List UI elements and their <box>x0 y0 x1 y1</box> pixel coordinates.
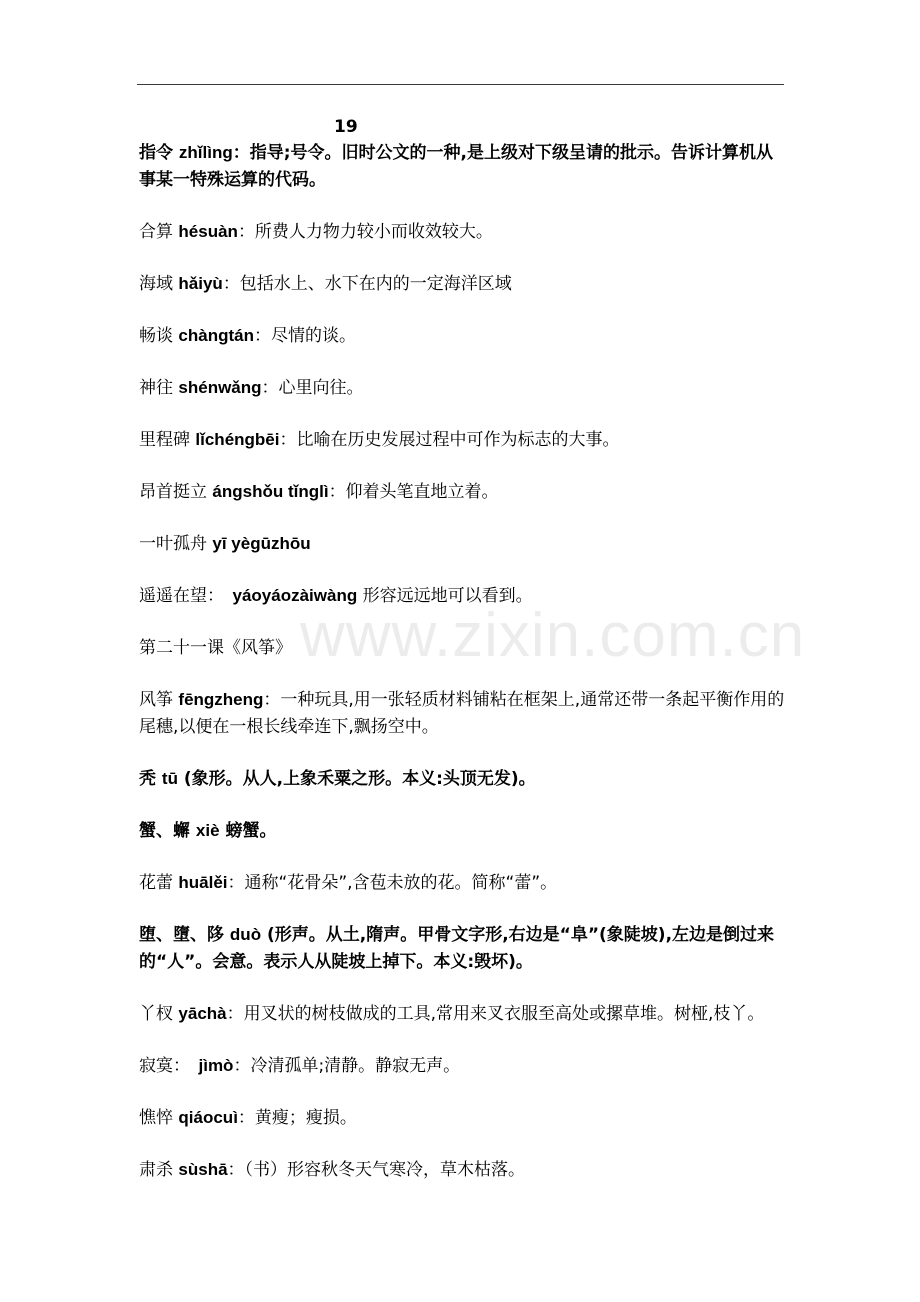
vocabulary-entry <box>139 582 785 610</box>
entry-definition: ：（书）形容秋冬天气寒冷，草木枯落。 <box>227 1160 526 1180</box>
vocabulary-entry <box>139 322 785 350</box>
entry-pinyin: chàngtán <box>178 326 254 345</box>
vocabulary-entry <box>139 1052 785 1080</box>
entry-definition: (形声。从土,隋声。甲骨文字形,右边是“阜”(象陡坡),左边是倒过来的“人”。会意。表示人从陡坡上掉下。本义:毁坏)。 <box>139 925 775 972</box>
entry-definition: ：比喻在历史发展过程中可作为标志的大事。 <box>279 430 620 450</box>
vocabulary-entry <box>139 1000 785 1028</box>
entry-pinyin: shénwǎng <box>178 378 262 397</box>
entry-definition: ：用叉状的树枝做成的工具,常用来叉衣服至高处或摞草堆。树桠,枝丫。 <box>226 1004 765 1024</box>
entry-word: 遥遥在望： <box>139 586 233 606</box>
entry-pinyin: jìmò <box>198 1056 234 1075</box>
entry-word: 肃杀 <box>139 1160 179 1180</box>
entry-pinyin: hésuàn <box>178 222 238 241</box>
entry-definition: ：指导;号令。旧时公文的一种,是上级对下级呈请的批示。告诉计算机从事某一特殊运算的代码。 <box>139 143 774 190</box>
entry-pinyin: xiè <box>195 821 220 840</box>
entry-word: 合算 <box>139 222 179 242</box>
entry-definition: ：冷清孤单;清静。静寂无声。 <box>233 1056 461 1076</box>
entry-word: 蟹、蠏 <box>139 821 196 841</box>
vocabulary-entry <box>139 686 785 741</box>
entry-word: 憔悴 <box>139 1108 179 1128</box>
vocabulary-entry <box>139 426 785 454</box>
vocabulary-entry <box>139 921 785 976</box>
vocabulary-entry <box>139 634 785 662</box>
entry-definition: ：仰着头笔直地立着。 <box>328 482 499 502</box>
entry-word: 里程碑 <box>139 430 196 450</box>
entry-pinyin: yáoyáozàiwàng <box>232 586 358 605</box>
entry-definition: (象形。从人,上象禾粟之形。本义:头顶无发)。 <box>177 769 536 789</box>
entry-word: 指令 <box>139 143 179 163</box>
vocabulary-entry <box>139 139 785 194</box>
entry-word: 神往 <box>139 378 179 398</box>
entry-word: 海域 <box>139 274 179 294</box>
entry-word: 风筝 <box>139 690 179 710</box>
page-number: 19 <box>334 117 358 137</box>
vocabulary-entry <box>139 218 785 246</box>
vocabulary-entry <box>139 817 785 845</box>
entry-word: 一叶孤舟 <box>139 534 213 554</box>
entry-word: 第二十一课《风筝》 <box>139 638 292 658</box>
entry-word: 昂首挺立 <box>139 482 213 502</box>
entry-pinyin: sùshā <box>178 1160 228 1179</box>
entry-word: 畅谈 <box>139 326 179 346</box>
entry-word: 秃 <box>139 769 162 789</box>
entry-definition: 形容远远地可以看到。 <box>357 586 533 606</box>
entry-word: 寂寞： <box>139 1056 199 1076</box>
vocabulary-entry <box>139 478 785 506</box>
vocabulary-entry <box>139 270 785 298</box>
entry-definition: ：通称“花骨朵”,含苞未放的花。简称“蕾”。 <box>227 873 558 893</box>
entry-definition: 螃蟹。 <box>219 821 277 841</box>
vocabulary-entry <box>139 374 785 402</box>
entry-pinyin: fēngzheng <box>178 690 264 709</box>
entry-definition: ：心里向往。 <box>261 378 364 398</box>
entry-pinyin: hǎiyù <box>178 274 223 293</box>
vocabulary-entry <box>139 1104 785 1132</box>
entry-pinyin: duò <box>229 925 262 944</box>
entry-pinyin: tū <box>161 769 178 788</box>
vocabulary-entry <box>139 765 785 793</box>
entry-pinyin: yī yègūzhōu <box>212 534 311 553</box>
entry-pinyin: ángshǒu tǐnglì <box>212 482 329 501</box>
entry-pinyin: huālěi <box>178 873 228 892</box>
entry-definition: ：黄瘦；瘦损。 <box>237 1108 357 1128</box>
vocabulary-entry <box>139 1156 785 1184</box>
entry-pinyin: lǐchéngbēi <box>195 430 280 449</box>
entry-pinyin: yāchà <box>178 1004 227 1023</box>
watermark: www.zixin.com.cn <box>300 601 806 670</box>
entry-pinyin: zhǐlìng <box>178 143 233 162</box>
entry-definition: ：包括水上、水下在内的一定海洋区域 <box>222 274 512 294</box>
entry-word: 花蕾 <box>139 873 179 893</box>
entry-definition: ：所费人力物力较小而收效较大。 <box>237 222 493 242</box>
entry-pinyin: qiáocuì <box>178 1108 238 1127</box>
entry-word: 堕、墮、陊 <box>139 925 230 945</box>
entry-definition: ：一种玩具,用一张轻质材料铺粘在框架上,通常还带一条起平衡作用的尾穗,以便在一根长线牵连下,飘扬空中。 <box>139 690 785 737</box>
header-rule <box>137 84 784 85</box>
vocabulary-list <box>139 139 785 1208</box>
vocabulary-entry <box>139 530 785 558</box>
entry-definition: ：尽情的谈。 <box>253 326 356 346</box>
entry-word: 丫杈 <box>139 1004 179 1024</box>
vocabulary-entry <box>139 869 785 897</box>
